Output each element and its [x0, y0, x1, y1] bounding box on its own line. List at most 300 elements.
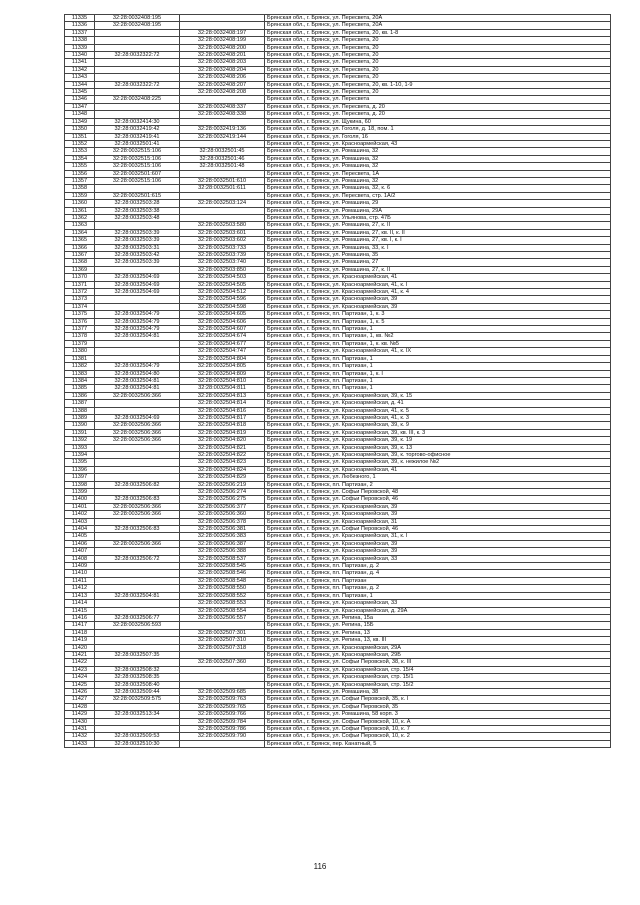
table-row [65, 511, 611, 518]
row-number-cell: 11353 [65, 148, 95, 155]
table-row [65, 170, 611, 177]
object-number-cell: 32:28:0032508:548 [180, 577, 265, 584]
row-number-cell: 11401 [65, 503, 95, 510]
object-number-cell [180, 214, 265, 221]
row-number-cell: 11417 [65, 622, 95, 629]
address-cell: Брянская обл., г. Брянск, ул. Красноармейская, стр. 15/4 [265, 666, 611, 673]
cadastral-number-cell: 32:28:0032504:81 [95, 333, 180, 340]
address-cell: Брянская обл., г. Брянск, пер. Канатный, 5 [265, 740, 611, 747]
cadastral-number-cell [95, 570, 180, 577]
cadastral-number-cell: 32:28:0032503:39 [95, 259, 180, 266]
cadastral-number-cell: 32:28:0032504:79 [95, 326, 180, 333]
row-number-cell: 11358 [65, 185, 95, 192]
address-cell: Брянская обл., г. Брянск, ул. Пересвета, 20А [265, 22, 611, 29]
row-number-cell: 11356 [65, 170, 95, 177]
object-number-cell: 32:28:0032506:274 [180, 489, 265, 496]
table-row [65, 37, 611, 44]
object-number-cell: 32:28:0032509:685 [180, 688, 265, 695]
row-number-cell: 11430 [65, 718, 95, 725]
object-number-cell: 32:28:0032504:598 [180, 303, 265, 310]
object-number-cell: 32:28:0032506:378 [180, 518, 265, 525]
row-number-cell: 11375 [65, 311, 95, 318]
address-cell: Брянская обл., г. Брянск, ул. Репина, 15а [265, 614, 611, 621]
row-number-cell: 11391 [65, 429, 95, 436]
object-number-cell: 32:28:0032408:204 [180, 66, 265, 73]
cadastral-number-cell: 32:28:0032506:366 [95, 437, 180, 444]
object-number-cell: 32:28:0032504:505 [180, 281, 265, 288]
table-row [65, 81, 611, 88]
address-cell: Брянская обл., г. Брянск, ул. Любезного, 1 [265, 474, 611, 481]
row-number-cell: 11425 [65, 681, 95, 688]
table-row [65, 52, 611, 59]
cadastral-number-cell: 32:28:0032513:34 [95, 711, 180, 718]
object-number-cell: 32:28:0032503:601 [180, 229, 265, 236]
cadastral-number-cell: 32:28:0032503:39 [95, 237, 180, 244]
row-number-cell: 11351 [65, 133, 95, 140]
cadastral-number-cell: 32:28:0032506:366 [95, 392, 180, 399]
cadastral-number-cell: 32:28:0032503:31 [95, 244, 180, 251]
table-row [65, 674, 611, 681]
row-number-cell: 11396 [65, 466, 95, 473]
object-number-cell: 32:28:0032508:553 [180, 600, 265, 607]
address-cell: Брянская обл., г. Брянск, ул. Софьи Перовской, 46 [265, 496, 611, 503]
cadastral-number-cell [95, 407, 180, 414]
address-cell: Брянская обл., г. Брянск, ул. Красноармейская, 39, к. нежилое №2 [265, 459, 611, 466]
row-number-cell: 11342 [65, 66, 95, 73]
object-number-cell: 32:28:0032504:512 [180, 289, 265, 296]
address-cell: Брянская обл., г. Брянск, ул. Пересвета, 20 [265, 37, 611, 44]
cadastral-number-cell [95, 644, 180, 651]
address-cell: Брянская обл., г. Брянск, ул. Ромашина, 38 [265, 688, 611, 695]
cadastral-number-cell: 32:28:0032408:195 [95, 15, 180, 22]
row-number-cell: 11359 [65, 192, 95, 199]
address-cell: Брянская обл., г. Брянск, ул. Ромашина, 32, к. 6 [265, 185, 611, 192]
row-number-cell: 11368 [65, 259, 95, 266]
address-cell: Брянская обл., г. Брянск, ул. Пересвета, 20 [265, 66, 611, 73]
address-cell: Брянская обл., г. Брянск, ул. Пересвета, 20 [265, 59, 611, 66]
table-row [65, 555, 611, 562]
object-number-cell: 32:28:0032408:197 [180, 29, 265, 36]
object-number-cell: 32:28:0032506:387 [180, 540, 265, 547]
table-row [65, 222, 611, 229]
address-cell: Брянская обл., г. Брянск, ул. Гоголя, д. 18, пом. 1 [265, 126, 611, 133]
cadastral-number-cell [95, 718, 180, 725]
cadastral-number-cell [95, 355, 180, 362]
address-cell: Брянская обл., г. Брянск, ул. Красноармейская, 41, к. 5 [265, 407, 611, 414]
row-number-cell: 11400 [65, 496, 95, 503]
table-row [65, 148, 611, 155]
table-row [65, 333, 611, 340]
row-number-cell: 11402 [65, 511, 95, 518]
object-number-cell [180, 674, 265, 681]
object-number-cell [180, 192, 265, 199]
address-cell: Брянская обл., г. Брянск, ул. Красноармейская, 31, к. I [265, 533, 611, 540]
address-cell: Брянская обл., г. Брянск, ул. Красноармейская, 41 [265, 274, 611, 281]
table-row [65, 637, 611, 644]
address-cell: Брянская обл., г. Брянск, ул. Софьи Перовской, 48 [265, 489, 611, 496]
cadastral-number-cell: 32:28:0032414:30 [95, 118, 180, 125]
address-cell: Брянская обл., г. Брянск, ул. Пересвета, стр. 1А/2 [265, 192, 611, 199]
address-cell: Брянская обл., г. Брянск, ул. Софьи Перовской, 35 [265, 703, 611, 710]
row-number-cell: 11408 [65, 555, 95, 562]
table-row [65, 259, 611, 266]
table-row [65, 118, 611, 125]
object-number-cell: 32:28:0032506:388 [180, 548, 265, 555]
row-number-cell: 11338 [65, 37, 95, 44]
address-cell: Брянская обл., г. Брянск, ул. Красноармейская, 39, кв. III, к. 3 [265, 429, 611, 436]
cadastral-number-cell: 32:28:0032419:42 [95, 126, 180, 133]
address-cell: Брянская обл., г. Брянск, пл. Партизан, 2 [265, 481, 611, 488]
object-number-cell: 32:28:0032508:550 [180, 585, 265, 592]
cadastral-number-cell: 32:28:0032504:69 [95, 414, 180, 421]
row-number-cell: 11410 [65, 570, 95, 577]
address-cell: Брянская обл., г. Брянск, ул. Гоголя, 16 [265, 133, 611, 140]
object-number-cell: 32:28:0032506:219 [180, 481, 265, 488]
cadastral-number-cell [95, 637, 180, 644]
object-number-cell: 32:28:0032506:377 [180, 503, 265, 510]
table-row [65, 370, 611, 377]
row-number-cell: 11419 [65, 637, 95, 644]
row-number-cell: 11378 [65, 333, 95, 340]
table-row [65, 15, 611, 22]
object-number-cell: 32:28:0032419:144 [180, 133, 265, 140]
cadastral-number-cell [95, 340, 180, 347]
cadastral-number-cell [95, 451, 180, 458]
object-number-cell: 32:28:0032504:822 [180, 451, 265, 458]
object-number-cell: 32:28:0032504:829 [180, 474, 265, 481]
address-cell: Брянская обл., г. Брянск, ул. Пересвета, д. 20 [265, 103, 611, 110]
object-number-cell: 32:28:0032501:610 [180, 177, 265, 184]
cadastral-number-cell: 32:28:0032509:44 [95, 688, 180, 695]
address-cell: Брянская обл., г. Брянск, ул. Пересвета [265, 96, 611, 103]
cadastral-number-cell [95, 726, 180, 733]
table-row [65, 489, 611, 496]
table-row [65, 696, 611, 703]
object-number-cell: 32:28:0032408:207 [180, 81, 265, 88]
object-number-cell: 32:28:0032504:823 [180, 459, 265, 466]
object-number-cell: 32:28:0032507:318 [180, 644, 265, 651]
object-number-cell: 32:28:0032408:338 [180, 111, 265, 118]
table-row [65, 296, 611, 303]
object-number-cell [180, 170, 265, 177]
cadastral-number-cell [95, 266, 180, 273]
row-number-cell: 11346 [65, 96, 95, 103]
cadastral-number-cell: 32:28:0032506:83 [95, 496, 180, 503]
table-row [65, 29, 611, 36]
row-number-cell: 11388 [65, 407, 95, 414]
address-cell: Брянская обл., г. Брянск, ул. Софьи Перовской, 46 [265, 526, 611, 533]
table-row [65, 103, 611, 110]
object-number-cell [180, 740, 265, 747]
address-cell: Брянская обл., г. Брянск, ул. Софьи Перовской, 35, к. I [265, 696, 611, 703]
table-row [65, 407, 611, 414]
table-row [65, 133, 611, 140]
row-number-cell: 11336 [65, 22, 95, 29]
table-row [65, 437, 611, 444]
row-number-cell: 11376 [65, 318, 95, 325]
cadastral-number-cell: 32:28:0032508:35 [95, 674, 180, 681]
row-number-cell: 11385 [65, 385, 95, 392]
cadastral-number-cell [95, 444, 180, 451]
cadastral-table [64, 14, 611, 748]
row-number-cell: 11370 [65, 274, 95, 281]
table-row [65, 666, 611, 673]
table-row [65, 326, 611, 333]
object-number-cell: 32:28:0032507:310 [180, 637, 265, 644]
table-row [65, 155, 611, 162]
cadastral-number-cell [95, 29, 180, 36]
object-number-cell: 32:28:0032503:602 [180, 237, 265, 244]
table-row [65, 481, 611, 488]
address-cell: Брянская обл., г. Брянск, ул. Красноармейская, 39, к. 9 [265, 422, 611, 429]
address-cell: Брянская обл., г. Брянск, пл. Партизан, 1, к. I [265, 370, 611, 377]
cadastral-number-cell: 32:28:0032504:79 [95, 363, 180, 370]
address-cell: Брянская обл., г. Брянск, ул. Ромашина, 32 [265, 177, 611, 184]
address-cell: Брянская обл., г. Брянск, ул. Ромашина, 27, кв. II, к. II [265, 229, 611, 236]
object-number-cell: 32:28:0032504:674 [180, 333, 265, 340]
table-row [65, 496, 611, 503]
cadastral-number-cell [95, 466, 180, 473]
table-row [65, 703, 611, 710]
table-body [65, 15, 611, 748]
cadastral-number-cell: 32:28:0032506:366 [95, 422, 180, 429]
cadastral-number-cell [95, 703, 180, 710]
table-row [65, 303, 611, 310]
object-number-cell: 32:28:0032504:809 [180, 370, 265, 377]
row-number-cell: 11421 [65, 651, 95, 658]
cadastral-number-cell [95, 474, 180, 481]
address-cell: Брянская обл., г. Брянск, ул. Красноармейская, 39 [265, 303, 611, 310]
address-cell: Брянская обл., г. Брянск, ул. Ромашина, 32 [265, 148, 611, 155]
address-cell: Брянская обл., г. Брянск, ул. Ромашина, 32 [265, 155, 611, 162]
row-number-cell: 11426 [65, 688, 95, 695]
table-row [65, 414, 611, 421]
cadastral-number-cell: 32:28:0032506:366 [95, 503, 180, 510]
row-number-cell: 11343 [65, 74, 95, 81]
address-cell: Брянская обл., г. Брянск, ул. Пересвета, 20, кв. 1-8 [265, 29, 611, 36]
table-row [65, 111, 611, 118]
object-number-cell: 32:28:0032509:763 [180, 696, 265, 703]
table-row [65, 281, 611, 288]
table-row [65, 348, 611, 355]
object-number-cell: 32:28:0032504:817 [180, 414, 265, 421]
address-cell: Брянская обл., г. Брянск, ул. Красноармейская, 39, к. 13 [265, 444, 611, 451]
object-number-cell: 32:28:0032509:766 [180, 711, 265, 718]
row-number-cell: 11387 [65, 400, 95, 407]
address-cell: Брянская обл., г. Брянск, пл. Партизан, д. 2 [265, 585, 611, 592]
row-number-cell: 11382 [65, 363, 95, 370]
address-cell: Брянская обл., г. Брянск, ул. Ромашина, 27, кв. I, к. I [265, 237, 611, 244]
table-row [65, 614, 611, 621]
row-number-cell: 11369 [65, 266, 95, 273]
table-row [65, 89, 611, 96]
row-number-cell: 11374 [65, 303, 95, 310]
row-number-cell: 11411 [65, 577, 95, 584]
address-cell: Брянская обл., г. Брянск, ул. Красноармейская, 43 [265, 140, 611, 147]
table-row [65, 252, 611, 259]
row-number-cell: 11383 [65, 370, 95, 377]
table-row [65, 355, 611, 362]
address-cell: Брянская обл., г. Брянск, ул. Красноармейская, 41, к. I [265, 281, 611, 288]
address-cell: Брянская обл., г. Брянск, ул. Ульянова, стр. 47Б [265, 214, 611, 221]
address-cell: Брянская обл., г. Брянск, пл. Партизан, 1 [265, 363, 611, 370]
address-cell: Брянская обл., г. Брянск, ул. Ромашина, 35 [265, 252, 611, 259]
table-row [65, 726, 611, 733]
table-row [65, 577, 611, 584]
row-number-cell: 11366 [65, 244, 95, 251]
address-cell: Брянская обл., г. Брянск, пл. Партизан, 1 [265, 326, 611, 333]
address-cell: Брянская обл., г. Брянск, пл. Партизан, 1 [265, 355, 611, 362]
address-cell: Брянская обл., г. Брянск, ул. Пересвета, 20, кв. 1-10, 1-9 [265, 81, 611, 88]
cadastral-number-cell: 32:28:0032506:366 [95, 429, 180, 436]
cadastral-number-cell: 32:28:0032408:225 [95, 96, 180, 103]
table-row [65, 451, 611, 458]
row-number-cell: 11404 [65, 526, 95, 533]
object-number-cell: 32:28:0032408:199 [180, 37, 265, 44]
row-number-cell: 11403 [65, 518, 95, 525]
row-number-cell: 11393 [65, 444, 95, 451]
cadastral-number-cell: 32:28:0032507:35 [95, 651, 180, 658]
address-cell: Брянская обл., г. Брянск, пл. Партизан, 1, кв. №2 [265, 333, 611, 340]
object-number-cell: 32:28:0032507:360 [180, 659, 265, 666]
row-number-cell: 11352 [65, 140, 95, 147]
table-row [65, 318, 611, 325]
row-number-cell: 11432 [65, 733, 95, 740]
object-number-cell: 32:28:0032419:136 [180, 126, 265, 133]
row-number-cell: 11357 [65, 177, 95, 184]
cadastral-number-cell: 32:28:0032504:79 [95, 318, 180, 325]
address-cell: Брянская обл., г. Брянск, ул. Пересвета, 20А [265, 15, 611, 22]
address-cell: Брянская обл., г. Брянск, ул. Красноармейская, д. 41 [265, 400, 611, 407]
cadastral-number-cell [95, 585, 180, 592]
object-number-cell: 32:28:0032508:537 [180, 555, 265, 562]
table-row [65, 244, 611, 251]
object-number-cell: 32:28:0032408:201 [180, 52, 265, 59]
row-number-cell: 11341 [65, 59, 95, 66]
object-number-cell: 32:28:0032504:814 [180, 400, 265, 407]
address-cell: Брянская обл., г. Брянск, ул. Репина, 13, кв. III [265, 637, 611, 644]
cadastral-number-cell: 32:28:0032503:28 [95, 200, 180, 207]
row-number-cell: 11392 [65, 437, 95, 444]
object-number-cell: 32:28:0032503:733 [180, 244, 265, 251]
object-number-cell: 32:28:0032504:821 [180, 444, 265, 451]
address-cell: Брянская обл., г. Брянск, ул. Софьи Перовской, 10, к. 2 [265, 733, 611, 740]
object-number-cell: 32:28:0032501:46 [180, 155, 265, 162]
row-number-cell: 11418 [65, 629, 95, 636]
object-number-cell: 32:28:0032503:850 [180, 266, 265, 273]
object-number-cell [180, 15, 265, 22]
table-row [65, 526, 611, 533]
row-number-cell: 11389 [65, 414, 95, 421]
address-cell: Брянская обл., г. Брянск, ул. Щукина, 60 [265, 118, 611, 125]
row-number-cell: 11337 [65, 29, 95, 36]
table-row [65, 518, 611, 525]
address-cell: Брянская обл., г. Брянск, ул. Красноармейская, стр. 15/2 [265, 681, 611, 688]
object-number-cell: 32:28:0032503:124 [180, 200, 265, 207]
object-number-cell: 32:28:0032504:606 [180, 318, 265, 325]
cadastral-number-cell [95, 518, 180, 525]
table-row [65, 711, 611, 718]
row-number-cell: 11399 [65, 489, 95, 496]
row-number-cell: 11384 [65, 377, 95, 384]
table-row [65, 592, 611, 599]
row-number-cell: 11365 [65, 237, 95, 244]
cadastral-number-cell [95, 303, 180, 310]
row-number-cell: 11407 [65, 548, 95, 555]
object-number-cell: 32:28:0032506:360 [180, 511, 265, 518]
table-row [65, 185, 611, 192]
cadastral-number-cell: 32:28:0032509:575 [95, 696, 180, 703]
row-number-cell: 11415 [65, 607, 95, 614]
table-row [65, 340, 611, 347]
address-cell: Брянская обл., г. Брянск, ул. Красноармейская, 41, к. IX [265, 348, 611, 355]
row-number-cell: 11433 [65, 740, 95, 747]
row-number-cell: 11361 [65, 207, 95, 214]
object-number-cell: 32:28:0032508:554 [180, 607, 265, 614]
object-number-cell: 32:28:0032509:786 [180, 726, 265, 733]
object-number-cell: 32:28:0032508:545 [180, 563, 265, 570]
cadastral-number-cell [95, 600, 180, 607]
cadastral-number-cell: 32:28:0032506:366 [95, 511, 180, 518]
table-row [65, 629, 611, 636]
table-row [65, 74, 611, 81]
row-number-cell: 11398 [65, 481, 95, 488]
cadastral-number-cell: 32:28:0032504:80 [95, 370, 180, 377]
object-number-cell: 32:28:0032504:813 [180, 392, 265, 399]
cadastral-number-cell: 32:28:0032510:30 [95, 740, 180, 747]
address-cell: Брянская обл., г. Брянск, ул. Красноармейская, д. 29А [265, 607, 611, 614]
object-number-cell [180, 681, 265, 688]
table-row [65, 422, 611, 429]
address-cell: Брянская обл., г. Брянск, ул. Красноармейская, 39 [265, 540, 611, 547]
row-number-cell: 11424 [65, 674, 95, 681]
row-number-cell: 11380 [65, 348, 95, 355]
row-number-cell: 11349 [65, 118, 95, 125]
cadastral-number-cell: 32:28:0032501:607 [95, 170, 180, 177]
table-row [65, 96, 611, 103]
object-number-cell: 32:28:0032504:810 [180, 377, 265, 384]
cadastral-number-cell: 32:28:0032322:72 [95, 52, 180, 59]
address-cell: Брянская обл., г. Брянск, пл. Партизан, д. 4 [265, 570, 611, 577]
cadastral-number-cell: 32:28:0032506:366 [95, 540, 180, 547]
cadastral-number-cell [95, 185, 180, 192]
row-number-cell: 11381 [65, 355, 95, 362]
object-number-cell: 32:28:0032509:784 [180, 718, 265, 725]
row-number-cell: 11348 [65, 111, 95, 118]
cadastral-number-cell: 32:28:0032501:615 [95, 192, 180, 199]
address-cell: Брянская обл., г. Брянск, ул. Софьи Перовской, 38, к. III [265, 659, 611, 666]
cadastral-number-cell [95, 44, 180, 51]
address-cell: Брянская обл., г. Брянск, ул. Ромашина, 29 [265, 200, 611, 207]
table-row [65, 644, 611, 651]
table-row [65, 126, 611, 133]
table-row [65, 600, 611, 607]
row-number-cell: 11431 [65, 726, 95, 733]
row-number-cell: 11394 [65, 451, 95, 458]
row-number-cell: 11347 [65, 103, 95, 110]
table-row [65, 207, 611, 214]
row-number-cell: 11354 [65, 155, 95, 162]
object-number-cell: 32:28:0032508:552 [180, 592, 265, 599]
object-number-cell [180, 118, 265, 125]
address-cell: Брянская обл., г. Брянск, пл. Партизан, 1, к. 5 [265, 318, 611, 325]
cadastral-number-cell: 32:28:0032506:82 [95, 481, 180, 488]
table-row [65, 503, 611, 510]
address-cell: Брянская обл., г. Брянск, ул. Пересвета, 20 [265, 74, 611, 81]
cadastral-number-cell: 32:28:0032506:593 [95, 622, 180, 629]
object-number-cell: 32:28:0032507:301 [180, 629, 265, 636]
address-cell: Брянская обл., г. Брянск, ул. Красноармейская, 39, к. 19 [265, 437, 611, 444]
